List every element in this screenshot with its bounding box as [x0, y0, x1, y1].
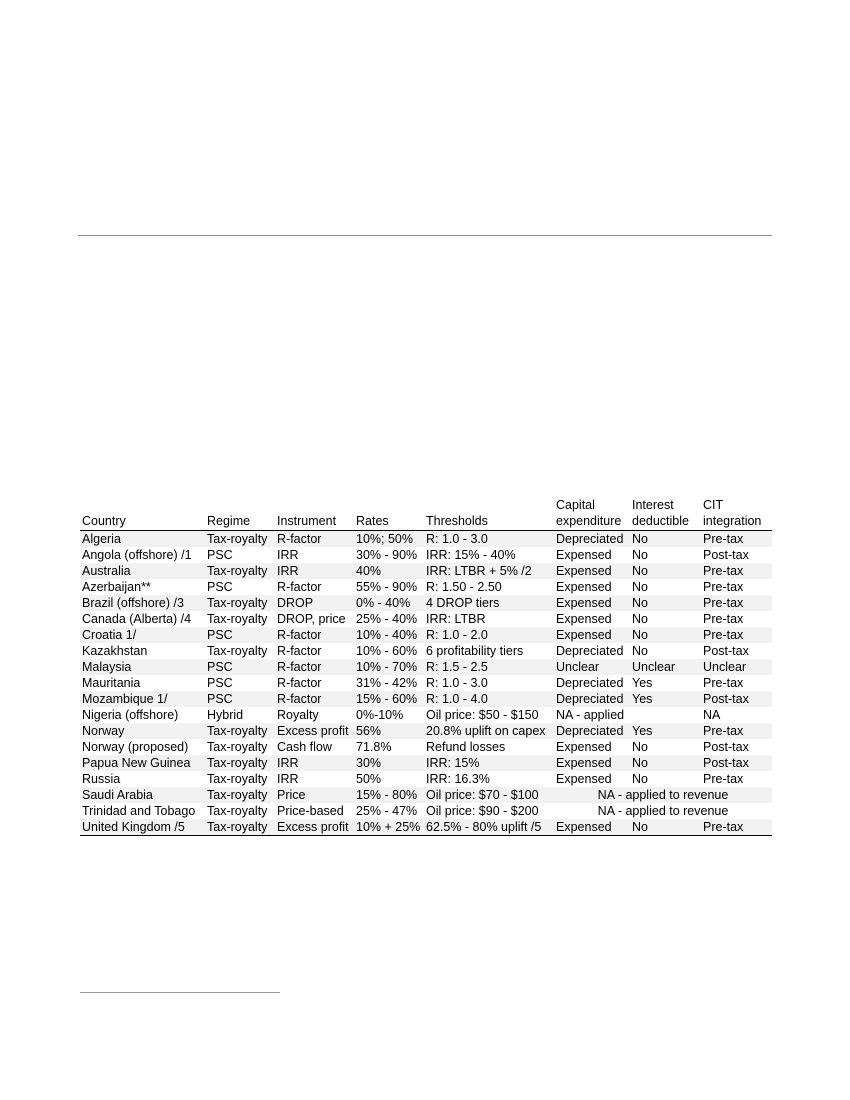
table-row: [80, 803, 772, 819]
cell-cit: Pre-tax: [701, 819, 772, 836]
cell-cit: Post-tax: [703, 548, 749, 562]
cell-capex: Depreciated: [556, 676, 624, 690]
table-row: [80, 659, 772, 675]
cell-cit: Post-tax: [701, 691, 772, 707]
cell-regime: Tax-royalty: [207, 740, 268, 754]
cell-regime: Tax-royalty: [205, 563, 275, 579]
table-row: [80, 643, 772, 659]
cell-interest: Yes: [630, 691, 701, 707]
cell-regime: Tax-royalty: [205, 755, 275, 771]
cell-interest: No: [632, 644, 648, 658]
cell-country: Papua New Guinea: [80, 755, 205, 771]
cell-capex: Expensed: [554, 595, 630, 611]
cell-thresholds: R: 1.0 - 4.0: [424, 691, 554, 707]
cell-rates: 30% - 90%: [356, 548, 418, 562]
cell-country: Malaysia: [80, 659, 205, 675]
cell-rates: 10% - 40%: [354, 627, 424, 643]
cell-instrument: Price: [275, 787, 354, 803]
cell-merged-na: NA - applied to revenue: [597, 804, 729, 818]
cell-rates: 30%: [354, 755, 424, 771]
cell-cit: Pre-tax: [701, 723, 772, 739]
cell-cit: Pre-tax: [703, 772, 744, 786]
cell-thresholds: R: 1.5 - 2.5: [424, 659, 554, 675]
cell-interest: Yes: [630, 723, 701, 739]
cell-instrument: IRR: [277, 772, 299, 786]
cell-regime: PSC: [207, 676, 233, 690]
cell-capex: Depreciated: [554, 531, 630, 548]
header-cit-integration: CIT integration: [701, 497, 772, 531]
cell-regime: PSC: [207, 580, 233, 594]
cell-interest: [630, 707, 701, 723]
cell-instrument: DROP: [275, 595, 354, 611]
cell-instrument: R-factor: [277, 580, 322, 594]
header-thresholds: Thresholds: [424, 497, 554, 531]
cell-country: Russia: [82, 772, 121, 786]
cell-capex: Expensed: [554, 755, 630, 771]
table-row: [80, 531, 772, 548]
cell-rates: 10% + 25%: [354, 819, 424, 836]
cell-rates: 10%; 50%: [354, 531, 424, 548]
table-row: [80, 563, 772, 579]
cell-rates: 31% - 42%: [356, 676, 418, 690]
table-row: [80, 723, 772, 739]
cell-thresholds: Oil price: $90 - $200: [426, 804, 539, 818]
cell-capex: Expensed: [554, 627, 630, 643]
table-row: [80, 755, 772, 771]
cell-rates: 56%: [354, 723, 424, 739]
cell-country: Azerbaijan**: [82, 580, 151, 594]
fiscal-regimes-table-container: [80, 497, 772, 836]
cell-regime: PSC: [207, 548, 233, 562]
cell-thresholds: 4 DROP tiers: [424, 595, 554, 611]
cell-regime: Tax-royalty: [207, 644, 268, 658]
cell-rates: 40%: [354, 563, 424, 579]
table-row: [80, 691, 772, 707]
cell-instrument: Royalty: [277, 708, 319, 722]
cell-capex: Depreciated: [554, 691, 630, 707]
header-country: Country: [80, 497, 205, 531]
cell-rates: 50%: [356, 772, 382, 786]
cell-regime: Tax-royalty: [207, 804, 268, 818]
cell-regime: Tax-royalty: [207, 612, 268, 626]
cell-rates: 71.8%: [356, 740, 392, 754]
cell-instrument: R-factor: [277, 676, 322, 690]
cell-interest: No: [630, 531, 701, 548]
cell-rates: 15% - 60%: [354, 691, 424, 707]
table-row: [80, 547, 772, 563]
cell-interest: No: [630, 819, 701, 836]
cell-capex: Expensed: [554, 563, 630, 579]
cell-instrument: Price-based: [277, 804, 344, 818]
cell-cit: Unclear: [701, 659, 772, 675]
cell-capex: NA - applied: [556, 708, 625, 722]
table-row: [80, 611, 772, 627]
cell-interest: No: [630, 563, 701, 579]
cell-regime: Tax-royalty: [205, 723, 275, 739]
table-row: [80, 595, 772, 611]
cell-interest: Yes: [632, 676, 653, 690]
cell-country: Mauritania: [82, 676, 141, 690]
cell-thresholds: R: 1.0 - 3.0: [424, 531, 554, 548]
cell-capex: Expensed: [554, 819, 630, 836]
cell-rates: 10% - 60%: [356, 644, 418, 658]
cell-cit: Post-tax: [701, 755, 772, 771]
cell-interest: No: [632, 772, 648, 786]
cell-capex: Expensed: [556, 548, 612, 562]
fiscal-regimes-table: [80, 497, 772, 836]
header-rates: Rates: [354, 497, 424, 531]
cell-interest: Unclear: [630, 659, 701, 675]
cell-cit: Post-tax: [703, 740, 749, 754]
cell-regime: PSC: [205, 691, 275, 707]
cell-cit: Pre-tax: [701, 531, 772, 548]
cell-country: Nigeria (offshore): [82, 708, 179, 722]
cell-country: Canada (Alberta) /4: [82, 612, 192, 626]
cell-regime: PSC: [205, 627, 275, 643]
cell-country: Croatia 1/: [80, 627, 205, 643]
cell-interest: No: [632, 580, 648, 594]
cell-instrument: Excess profit: [275, 723, 354, 739]
cell-interest: No: [630, 627, 701, 643]
cell-country: Kazakhstan: [82, 644, 148, 658]
cell-cit: NA: [703, 708, 721, 722]
cell-capex: Expensed: [556, 580, 612, 594]
cell-thresholds: IRR: 15%: [424, 755, 554, 771]
cell-thresholds: IRR: 16.3%: [426, 772, 490, 786]
table-row: [80, 819, 772, 836]
cell-instrument: R-factor: [275, 531, 354, 548]
cell-capex: Expensed: [556, 772, 612, 786]
table-header-row: [80, 497, 772, 531]
cell-thresholds: IRR: LTBR + 5% /2: [424, 563, 554, 579]
cell-regime: Hybrid: [207, 708, 244, 722]
cell-thresholds: Oil price: $50 - $150: [426, 708, 539, 722]
cell-merged-na: NA - applied to revenue: [554, 787, 772, 803]
cell-instrument: Excess profit: [275, 819, 354, 836]
table-row: [80, 771, 772, 787]
cell-interest: No: [632, 612, 648, 626]
table-row: [80, 707, 772, 723]
cell-country: Australia: [80, 563, 205, 579]
cell-instrument: IRR: [275, 563, 354, 579]
cell-country: Norway: [80, 723, 205, 739]
cell-thresholds: R: 1.50 - 2.50: [426, 580, 502, 594]
table-body: [80, 531, 772, 836]
cell-interest: No: [632, 740, 648, 754]
cell-instrument: DROP, price: [277, 612, 346, 626]
cell-rates: 55% - 90%: [356, 580, 418, 594]
table-row: [80, 787, 772, 803]
cell-thresholds: R: 1.0 - 3.0: [426, 676, 488, 690]
cell-country: Norway (proposed): [82, 740, 189, 754]
cell-capex: Expensed: [556, 740, 612, 754]
cell-instrument: R-factor: [275, 659, 354, 675]
top-divider-line: [78, 235, 772, 236]
header-interest-deductible: Interest deductible: [630, 497, 701, 531]
cell-instrument: Cash flow: [277, 740, 332, 754]
cell-rates: 0%-10%: [356, 708, 404, 722]
cell-country: United Kingdom /5: [80, 819, 205, 836]
cell-country: Trinidad and Tobago: [82, 804, 196, 818]
cell-rates: 25% - 40%: [356, 612, 418, 626]
table-row: [80, 739, 772, 755]
cell-instrument: R-factor: [277, 644, 322, 658]
cell-country: Algeria: [80, 531, 205, 548]
cell-country: Brazil (offshore) /3: [80, 595, 205, 611]
cell-thresholds: IRR: 15% - 40%: [426, 548, 516, 562]
cell-thresholds: IRR: LTBR: [426, 612, 486, 626]
cell-thresholds: 6 profitability tiers: [426, 644, 524, 658]
header-instrument: Instrument: [275, 497, 354, 531]
cell-interest: No: [632, 548, 648, 562]
cell-rates: 15% - 80%: [354, 787, 424, 803]
cell-regime: Tax-royalty: [207, 772, 268, 786]
cell-regime: Tax-royalty: [205, 531, 275, 548]
cell-country: Angola (offshore) /1: [82, 548, 192, 562]
cell-capex: Depreciated: [554, 723, 630, 739]
cell-cit: Pre-tax: [703, 580, 744, 594]
cell-cit: Pre-tax: [703, 676, 744, 690]
cell-country: Mozambique 1/: [80, 691, 205, 707]
cell-instrument: IRR: [277, 548, 299, 562]
cell-capex: Depreciated: [556, 644, 624, 658]
cell-interest: No: [630, 595, 701, 611]
cell-cit: Pre-tax: [701, 627, 772, 643]
cell-thresholds: 62.5% - 80% uplift /5: [424, 819, 554, 836]
cell-thresholds: 20.8% uplift on capex: [424, 723, 554, 739]
header-regime: Regime: [205, 497, 275, 531]
cell-country: Saudi Arabia: [80, 787, 205, 803]
cell-regime: PSC: [205, 659, 275, 675]
cell-instrument: IRR: [275, 755, 354, 771]
cell-capex: Unclear: [554, 659, 630, 675]
cell-instrument: R-factor: [275, 627, 354, 643]
table-row: [80, 675, 772, 691]
cell-rates: 0% - 40%: [354, 595, 424, 611]
cell-instrument: R-factor: [275, 691, 354, 707]
cell-capex: Expensed: [556, 612, 612, 626]
cell-cit: Pre-tax: [701, 563, 772, 579]
table-row: [80, 627, 772, 643]
cell-cit: Pre-tax: [703, 612, 744, 626]
cell-regime: Tax-royalty: [205, 595, 275, 611]
header-capital-expenditure: Capital expenditure: [554, 497, 630, 531]
cell-interest: No: [630, 755, 701, 771]
cell-thresholds: Oil price: $70 - $100: [424, 787, 554, 803]
table-row: [80, 579, 772, 595]
cell-regime: Tax-royalty: [205, 787, 275, 803]
cell-cit: Pre-tax: [701, 595, 772, 611]
cell-rates: 10% - 70%: [354, 659, 424, 675]
cell-thresholds: Refund losses: [426, 740, 506, 754]
cell-thresholds: R: 1.0 - 2.0: [424, 627, 554, 643]
footnote-separator-line: [80, 992, 280, 993]
cell-rates: 25% - 47%: [356, 804, 418, 818]
cell-regime: Tax-royalty: [205, 819, 275, 836]
cell-cit: Post-tax: [703, 644, 749, 658]
